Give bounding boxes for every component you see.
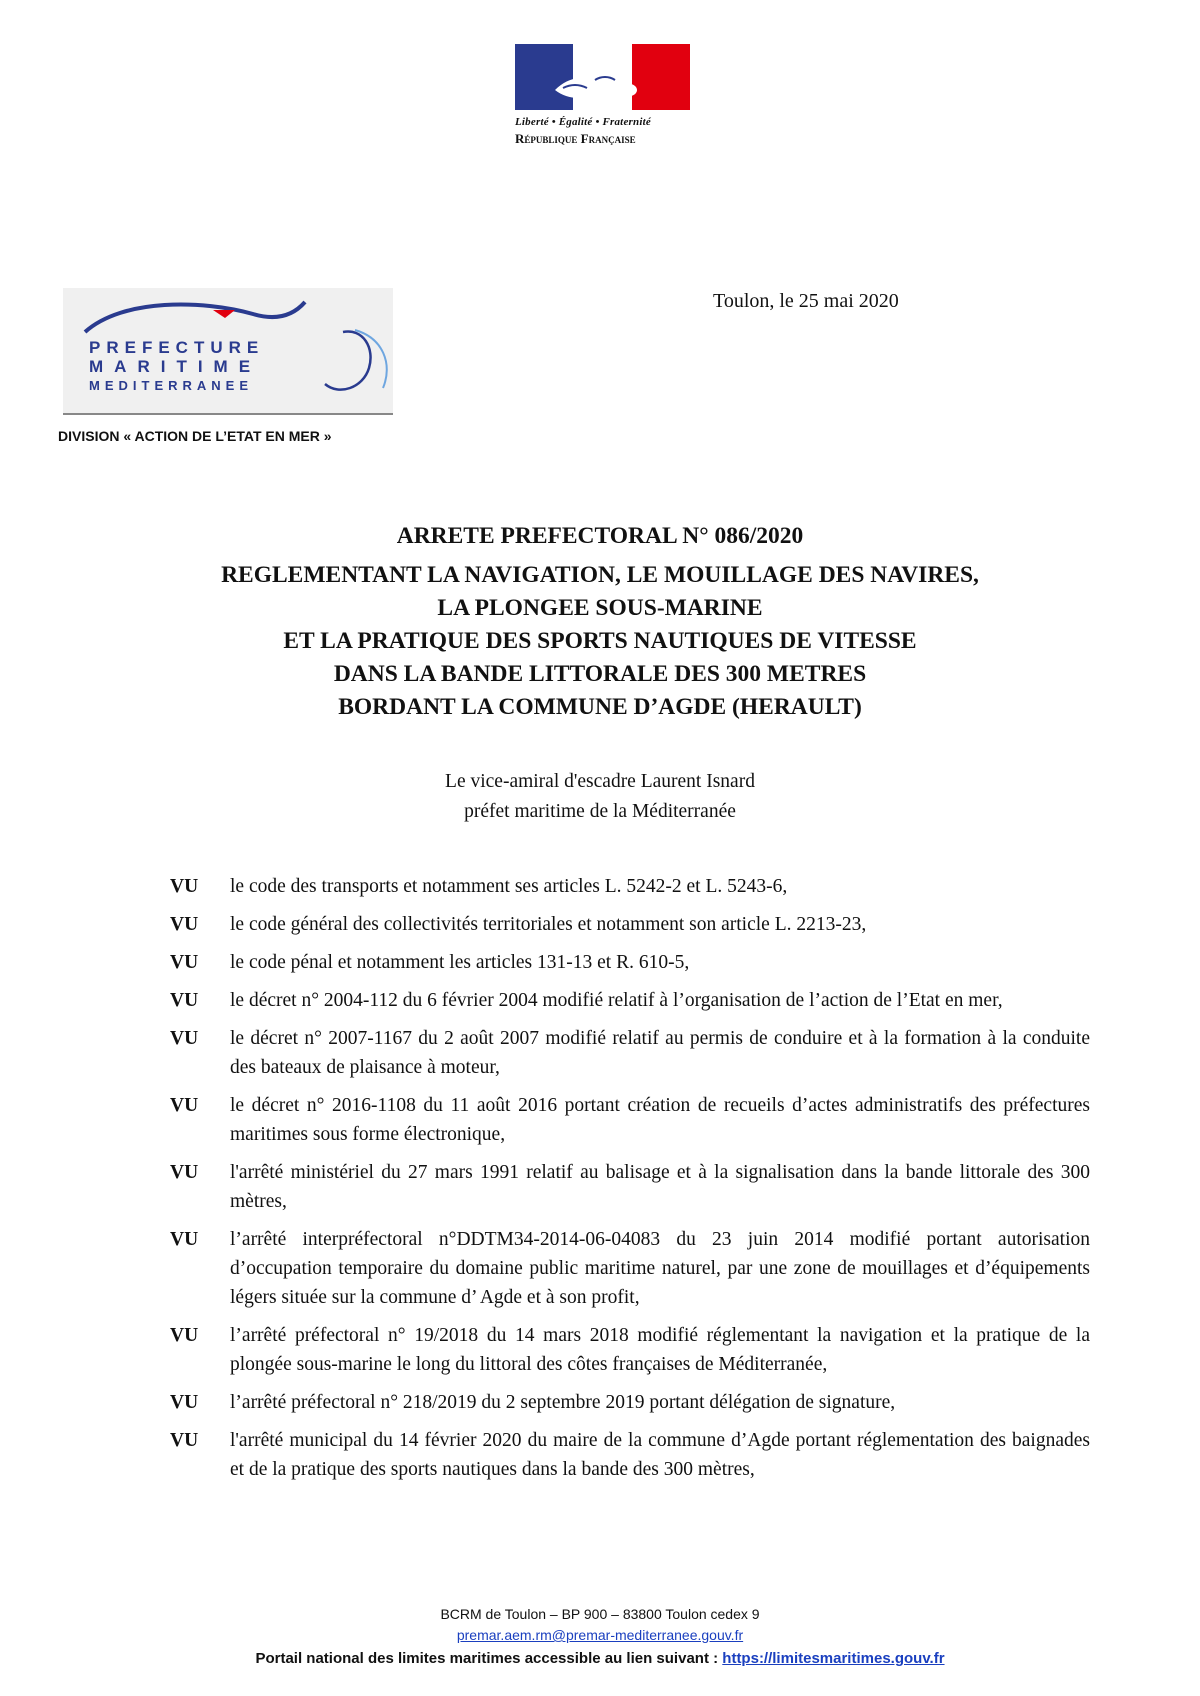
marianne-profile-icon <box>535 50 675 106</box>
vu-label: VU <box>170 952 199 973</box>
vu-item <box>170 1158 1090 1216</box>
logo-line-maritime: MARITIME <box>89 357 262 376</box>
vu-item <box>170 948 1090 977</box>
division-label: DIVISION « ACTION DE L’ETAT EN MER » <box>58 428 332 444</box>
footer-portal-text: Portail national des limites maritimes accessible au lien suivant : <box>255 1650 723 1667</box>
title-line: DANS LA BANDE LITTORALE DES 300 METRES <box>333 661 867 687</box>
footer-portal <box>0 1650 1200 1667</box>
vu-text: l’arrêté interpréfectoral n°DDTM34-2014-06-04083 du 23 juin 2014 modifié portant autorisation d’occupation temporaire du domaine public maritime naturel, par une zone de mouillages et d’équipements légers située sur la commune d’ Agde et à son profit, <box>230 1229 1090 1308</box>
vu-item <box>170 1426 1090 1484</box>
signatory-role: préfet maritime de la Méditerranée <box>464 801 736 822</box>
vu-label: VU <box>170 1325 199 1346</box>
vu-list <box>170 872 1090 1493</box>
vu-item <box>170 1388 1090 1417</box>
vu-label: VU <box>170 1430 199 1451</box>
signatory <box>100 767 1100 827</box>
title-line: LA PLONGEE SOUS-MARINE <box>437 595 763 621</box>
vu-text: le code pénal et notamment les articles 131-13 et R. 610-5, <box>230 952 690 973</box>
vu-item <box>170 986 1090 1015</box>
vu-label: VU <box>170 1095 199 1116</box>
vu-label: VU <box>170 1392 199 1413</box>
vu-item <box>170 1091 1090 1149</box>
vu-item <box>170 910 1090 939</box>
vu-text: l’arrêté préfectoral n° 19/2018 du 14 mars 2018 modifié réglementant la navigation et la pratique de la plongée sous-marine le long du littoral des côtes françaises de Méditerranée, <box>230 1325 1090 1375</box>
vu-item <box>170 1225 1090 1312</box>
footer-address: BCRM de Toulon – BP 900 – 83800 Toulon cedex 9 <box>440 1606 760 1622</box>
vu-text: le décret n° 2016-1108 du 11 août 2016 portant création de recueils d’actes administratifs des préfectures maritimes sous forme électronique, <box>230 1095 1090 1145</box>
vu-item <box>170 872 1090 901</box>
signatory-name: Le vice-amiral d'escadre Laurent Isnard <box>445 771 755 792</box>
vu-label: VU <box>170 876 199 897</box>
vu-text: l'arrêté municipal du 14 février 2020 du maire de la commune d’Agde portant réglementation des baignades et de la pratique des sports nautiques dans la bande des 300 mètres, <box>230 1430 1090 1480</box>
vu-label: VU <box>170 990 199 1011</box>
vu-label: VU <box>170 1028 199 1049</box>
republique-francaise: République Française <box>515 131 636 146</box>
document-title <box>100 520 1100 724</box>
vu-text: l'arrêté ministériel du 27 mars 1991 relatif au balisage et à la signalisation dans la bande littorale des 300 mètres, <box>230 1162 1090 1212</box>
footer-portal-link[interactable]: https://limitesmaritimes.gouv.fr <box>722 1650 945 1667</box>
french-flag-icon <box>515 44 690 110</box>
title-line: BORDANT LA COMMUNE D’AGDE (HERAULT) <box>338 694 862 720</box>
document-date: Toulon, le 25 mai 2020 <box>713 290 899 312</box>
title-line: REGLEMENTANT LA NAVIGATION, LE MOUILLAGE DES NAVIRES, <box>221 562 979 588</box>
arrete-number: ARRETE PREFECTORAL N° 086/2020 <box>396 523 804 549</box>
vu-label: VU <box>170 914 199 935</box>
vu-label: VU <box>170 1229 199 1250</box>
vu-text: le code des transports et notamment ses articles L. 5242-2 et L. 5243-6, <box>230 876 788 897</box>
marianne-logo <box>515 44 695 147</box>
footer-email-link[interactable]: premar.aem.rm@premar-mediterranee.gouv.fr <box>456 1627 744 1643</box>
motto: Liberté • Égalité • Fraternité <box>515 116 651 128</box>
vu-text: le code général des collectivités territoriales et notamment son article L. 2213-23, <box>230 914 867 935</box>
title-line: ET LA PRATIQUE DES SPORTS NAUTIQUES DE VITESSE <box>283 628 917 654</box>
vu-text: le décret n° 2004-112 du 6 février 2004 modifié relatif à l’organisation de l’action de l’Etat en mer, <box>230 990 1003 1011</box>
vu-text: le décret n° 2007-1167 du 2 août 2007 modifié relatif au permis de conduire et à la formation à la conduite des bateaux de plaisance à moteur, <box>230 1028 1090 1078</box>
vu-item <box>170 1321 1090 1379</box>
vu-label: VU <box>170 1162 199 1183</box>
vu-text: l’arrêté préfectoral n° 218/2019 du 2 septembre 2019 portant délégation de signature, <box>230 1392 896 1413</box>
vu-item <box>170 1024 1090 1082</box>
logo-line-prefecture: PREFECTURE <box>89 338 265 357</box>
logo-line-mediterranee: MEDITERRANEE <box>89 378 254 393</box>
prefecture-maritime-logo <box>63 288 393 415</box>
